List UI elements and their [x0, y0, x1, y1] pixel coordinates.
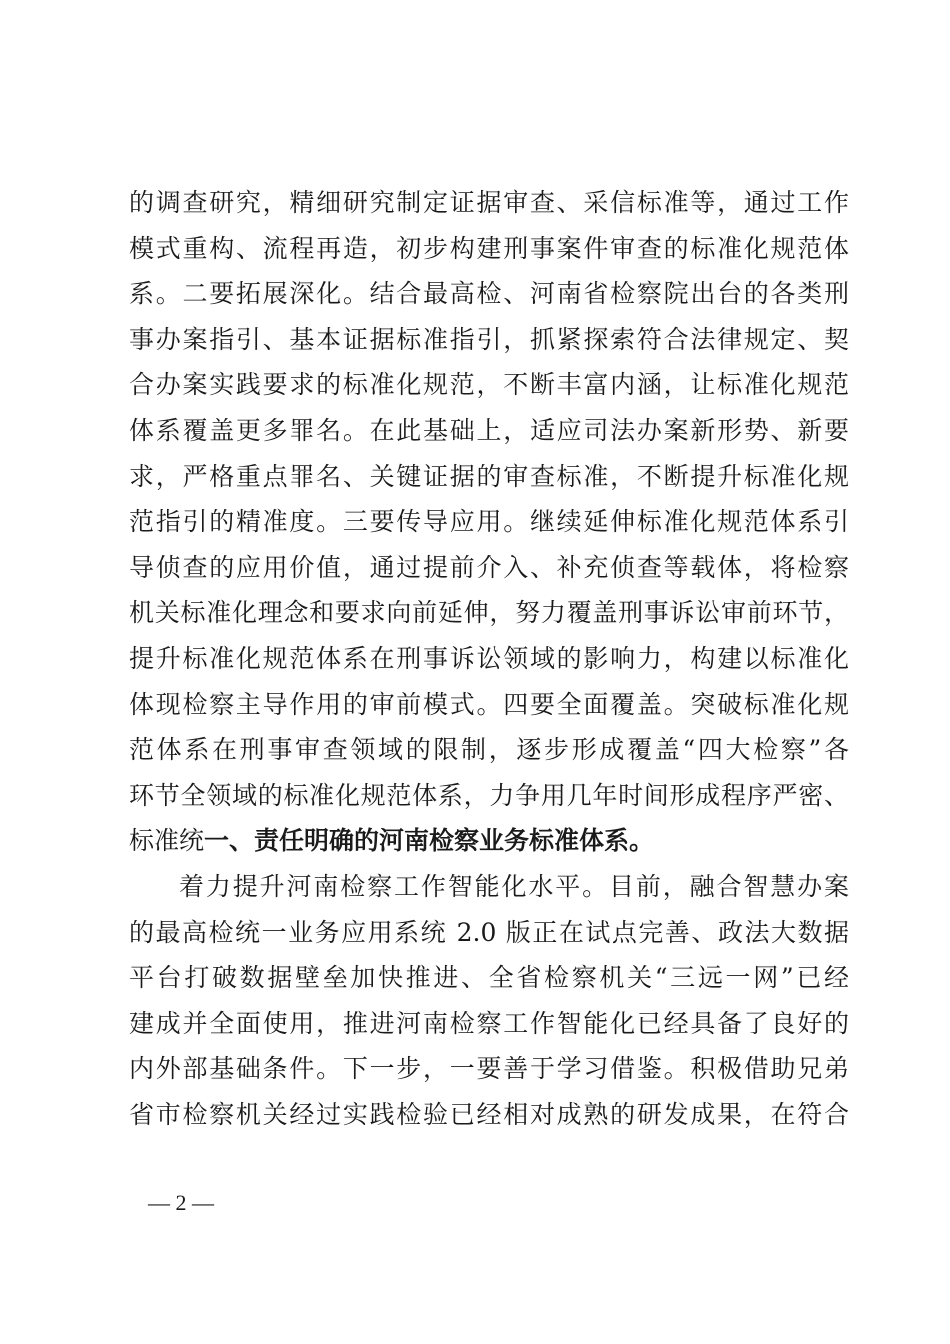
text-line: 平台打破数据壁垒加快推进、全省检察机关“三远一网”已经 [129, 963, 849, 993]
text-line: 事办案指引、基本证据标准指引，抓紧探索符合法律规定、契 [129, 324, 849, 354]
text-line: 范指引的精准度。三要传导应用。继续延伸标准化规范体系引 [129, 507, 849, 537]
text-line: 体系覆盖更多罪名。在此基础上，适应司法办案新形势、新要 [129, 415, 849, 445]
text-line: 范体系在刑事审查领域的限制，逐步形成覆盖“四大检察”各 [129, 735, 849, 765]
text-line: 省市检察机关经过实践检验已经相对成熟的研发成果，在符合 [129, 1099, 849, 1129]
text-line: 导侦查的应用价值，通过提前介入、补充侦查等载体，将检察 [129, 552, 849, 582]
text-line: 提升标准化规范体系在刑事诉讼领域的影响力，构建以标准化 [129, 643, 849, 673]
page-number: — 2 — [148, 1190, 214, 1215]
text-line: 的调查研究，精细研究制定证据审查、采信标准等，通过工作 [129, 188, 849, 217]
text-line: 的最高检统一业务应用系统 2.0 版正在试点完善、政法大数据 [129, 917, 849, 947]
bold-heading-fragment: 一、责任明确的河南检察业务标准体系。 [204, 826, 655, 856]
text-line: 环节全领域的标准化规范体系，力争用几年时间形成程序严密、 [129, 780, 849, 810]
text-line: 体现检察主导作用的审前模式。四要全面覆盖。突破标准化规 [129, 689, 849, 719]
text-line: 求，严格重点罪名、关键证据的审查标准，不断提升标准化规 [129, 461, 849, 491]
text-line: 合办案实践要求的标准化规范，不断丰富内涵，让标准化规范 [129, 370, 849, 400]
body-text [129, 180, 849, 1137]
text-line-last [129, 818, 849, 864]
paragraph-first-line: 着力提升河南检察工作智能化水平。目前，融合智慧办案 [179, 871, 849, 901]
text-line: 模式重构、流程再造，初步构建刑事案件审查的标准化规范体 [129, 233, 849, 263]
text-fragment: 标准统 [129, 826, 205, 856]
text-line: 建成并全面使用，推进河南检察工作智能化已经具备了良好的 [129, 1008, 849, 1038]
text-line: 内外部基础条件。下一步，一要善于学习借鉴。积极借助兄弟 [129, 1054, 849, 1084]
text-line: 机关标准化理念和要求向前延伸，努力覆盖刑事诉讼审前环节， [129, 598, 849, 628]
text-line: 系。二要拓展深化。结合最高检、河南省检察院出台的各类刑 [129, 279, 849, 309]
